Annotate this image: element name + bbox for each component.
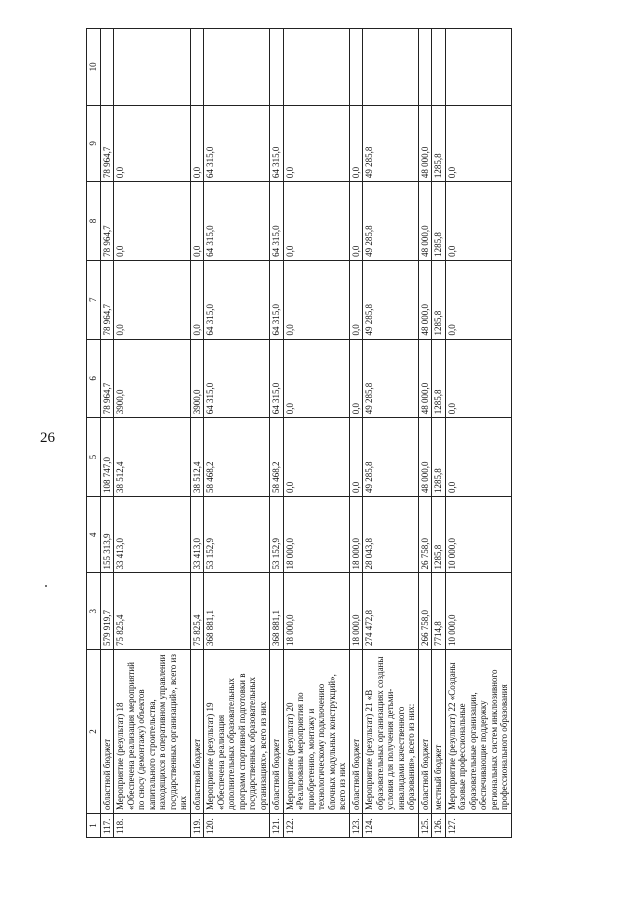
value-cell: 0,0 [349,260,363,339]
value-cell: 64 315,0 [270,105,284,182]
value-cell: 368 881,1 [270,573,284,650]
row-name: Мероприятие (результат) 18 «Обеспечена реализация мероприятий по сносу (демонтажу) объектов капитального строительства, находящихся в оперативном управлении государственных организаций», всего из них [114,649,191,813]
row-name: областной бюджет [349,649,363,813]
table-row [418,29,432,838]
table-row [100,29,114,838]
value-cell: 64 315,0 [270,260,284,339]
col-header: 7 [87,260,101,339]
value-cell: 78 964,7 [100,182,114,261]
value-cell: 38 512,4 [114,418,191,497]
value-cell [363,29,419,106]
row-name: Мероприятие (результат) 19 «Обеспечена реализация дополнительных образовательных программ спортивной подготовки в государственных образовательных организациях», всего из них [204,649,270,813]
value-cell: 0,0 [445,182,511,261]
value-cell: 7714,8 [432,573,446,650]
value-cell [349,29,363,106]
table-row [114,29,191,838]
table-row [432,29,446,838]
row-number: 119. [190,813,204,837]
value-cell: 49 285,8 [363,260,419,339]
value-cell: 1285,8 [432,339,446,418]
value-cell: 33 413,0 [190,496,204,573]
value-cell [114,29,191,106]
value-cell: 10 000,0 [445,496,511,573]
value-cell: 10 000,0 [445,573,511,650]
value-cell: 64 315,0 [204,105,270,182]
value-cell: 48 000,0 [418,339,432,418]
value-cell: 1285,8 [432,260,446,339]
value-cell: 58 468,2 [270,418,284,497]
value-cell: 108 747,0 [100,418,114,497]
scan-dot [45,585,47,587]
value-cell: 0,0 [283,418,349,497]
row-name: местный бюджет [432,649,446,813]
row-number: 124. [363,813,419,837]
value-cell: 75 825,4 [190,573,204,650]
row-name: Мероприятие (результат) 21 «В образовательных организациях созданы условия для получения детьми-инвалидами качественного образования», всего из них: [363,649,419,813]
value-cell: 64 315,0 [270,339,284,418]
value-cell [432,29,446,106]
value-cell: 0,0 [445,418,511,497]
value-cell: 1285,8 [432,182,446,261]
table-row [283,29,349,838]
budget-table-rotated [86,28,610,838]
row-name: областной бюджет [270,649,284,813]
table-row [349,29,363,838]
value-cell: 0,0 [283,105,349,182]
value-cell: 78 964,7 [100,105,114,182]
value-cell: 0,0 [190,260,204,339]
value-cell [418,29,432,106]
table-row [363,29,419,838]
value-cell: 64 315,0 [270,182,284,261]
value-cell: 78 964,7 [100,260,114,339]
row-number: 121. [270,813,284,837]
value-cell: 0,0 [445,105,511,182]
value-cell [283,29,349,106]
value-cell [445,29,511,106]
value-cell: 49 285,8 [363,418,419,497]
col-header: 6 [87,339,101,418]
col-header: 5 [87,418,101,497]
value-cell: 0,0 [445,339,511,418]
col-header: 3 [87,573,101,650]
col-header: 10 [87,29,101,106]
row-number: 117. [100,813,114,837]
value-cell: 274 472,8 [363,573,419,650]
header-row [87,29,101,838]
row-number: 127. [445,813,511,837]
row-number: 126. [432,813,446,837]
value-cell: 368 881,1 [204,573,270,650]
value-cell: 0,0 [349,339,363,418]
page-number: 26 [40,430,55,446]
row-number: 123. [349,813,363,837]
value-cell: 0,0 [114,182,191,261]
value-cell: 0,0 [445,260,511,339]
value-cell: 0,0 [114,105,191,182]
value-cell: 1285,8 [432,496,446,573]
value-cell: 0,0 [349,105,363,182]
row-number: 125. [418,813,432,837]
value-cell: 0,0 [283,339,349,418]
table-row [204,29,270,838]
value-cell: 0,0 [114,260,191,339]
row-name: областной бюджет [100,649,114,813]
value-cell: 64 315,0 [204,260,270,339]
value-cell: 155 313,9 [100,496,114,573]
value-cell: 18 000,0 [349,573,363,650]
value-cell: 64 315,0 [204,339,270,418]
row-number: 122. [283,813,349,837]
value-cell [190,29,204,106]
value-cell: 18 000,0 [283,573,349,650]
value-cell: 33 413,0 [114,496,191,573]
value-cell: 78 964,7 [100,339,114,418]
table-row [190,29,204,838]
value-cell: 3900,0 [190,339,204,418]
value-cell: 0,0 [190,182,204,261]
col-header: 4 [87,496,101,573]
value-cell: 49 285,8 [363,339,419,418]
value-cell: 1285,8 [432,418,446,497]
value-cell: 0,0 [283,182,349,261]
value-cell: 26 758,0 [418,496,432,573]
row-number: 120. [204,813,270,837]
value-cell: 0,0 [283,260,349,339]
value-cell: 53 152,9 [204,496,270,573]
row-number: 118. [114,813,191,837]
value-cell: 49 285,8 [363,105,419,182]
value-cell: 53 152,9 [270,496,284,573]
value-cell [100,29,114,106]
value-cell: 18 000,0 [283,496,349,573]
value-cell: 48 000,0 [418,182,432,261]
table-row [445,29,511,838]
value-cell: 48 000,0 [418,260,432,339]
value-cell: 48 000,0 [418,418,432,497]
value-cell: 579 919,7 [100,573,114,650]
value-cell: 75 825,4 [114,573,191,650]
col-header: 2 [87,649,101,813]
table-row [270,29,284,838]
value-cell [204,29,270,106]
row-name: областной бюджет [190,649,204,813]
value-cell: 266 758,0 [418,573,432,650]
value-cell: 48 000,0 [418,105,432,182]
row-name: областной бюджет [418,649,432,813]
value-cell: 3900,0 [114,339,191,418]
value-cell: 18 000,0 [349,496,363,573]
value-cell: 58 468,2 [204,418,270,497]
value-cell [270,29,284,106]
budget-table [86,28,512,838]
value-cell: 0,0 [190,105,204,182]
value-cell: 1285,8 [432,105,446,182]
value-cell: 0,0 [349,182,363,261]
col-header: 1 [87,813,101,837]
row-name: Мероприятие (результат) 20 «Реализованы мероприятия по приобретению, монтажу и технологическому подключению блочных модульных конструкций», всего из них [283,649,349,813]
col-header: 8 [87,182,101,261]
value-cell: 0,0 [349,418,363,497]
col-header: 9 [87,105,101,182]
row-name: Мероприятие (результат) 22 «Созданы базовые профессиональные образовательные организации, обеспечивающие поддержку региональных систем инклюзивного профессионального образования [445,649,511,813]
value-cell: 64 315,0 [204,182,270,261]
value-cell: 49 285,8 [363,182,419,261]
value-cell: 38 512,4 [190,418,204,497]
value-cell: 28 043,8 [363,496,419,573]
